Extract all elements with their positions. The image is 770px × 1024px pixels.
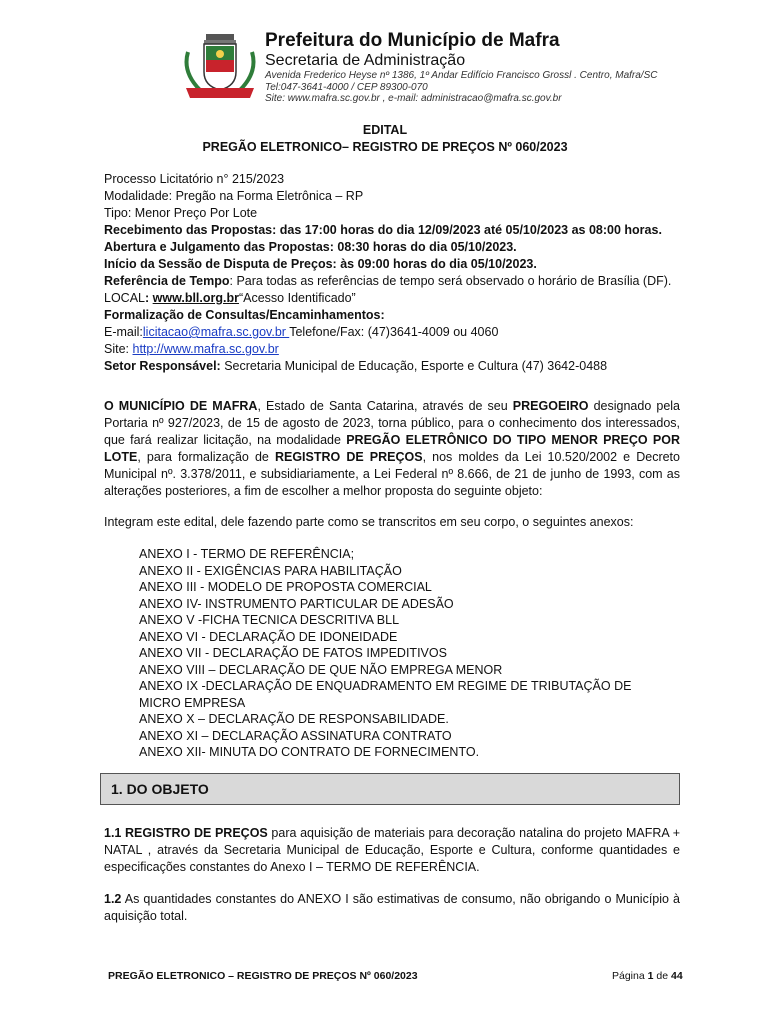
intro-pregoeiro: PREGOEIRO bbox=[512, 399, 589, 413]
referencia-line bbox=[104, 273, 680, 290]
site-prefix: Site: bbox=[104, 342, 133, 356]
annex-item: ANEXO VIII – DECLARAÇÃO DE QUE NÃO EMPREGA MENOR bbox=[139, 662, 503, 677]
recebimento-line: Recebimento das Propostas: das 17:00 horas do dia 12/09/2023 até 05/10/2023 as 08:00 horas. bbox=[104, 223, 662, 237]
intro-text-3: , para formalização de bbox=[137, 450, 275, 464]
annex-item: ANEXO I - TERMO DE REFERÊNCIA; bbox=[139, 547, 355, 561]
header-site: Site: www.mafra.sc.gov.br , e-mail: administracao@mafra.sc.gov.br bbox=[265, 93, 562, 104]
clause-1-1-text: para aquisição de materiais para decoração natalina do projeto MAFRA + NATAL , através da Secretaria Municipal de Educação, Esporte e Cultura, conforme quantidades e especificações constantes do Anexo I – TERMO DE REFERÊNCIA. bbox=[104, 826, 681, 874]
annex-item: ANEXO VI - DECLARAÇÃO DE IDONEIDADE bbox=[139, 629, 398, 644]
setor-text: Secretaria Municipal de Educação, Esporte e Cultura (47) 3642-0488 bbox=[220, 359, 608, 373]
annex-item: ANEXO IV- INSTRUMENTO PARTICULAR DE ADESÃO bbox=[139, 596, 454, 611]
intro-text-4: , nos moldes da Lei 10.520/2002 e Decreto Municipal nº. 3.378/2011, e subsidiariamente, a Lei Federal nº 8.666, de 21 de junho de 1993, com as alterações posteriores, a fim de escolher a melhor proposta do seguinte objeto: bbox=[104, 450, 680, 498]
annexes-intro: Integram este edital, dele fazendo parte como se transcritos em seu corpo, o seguintes anexos: bbox=[104, 515, 634, 529]
footer-page-total: 44 bbox=[670, 970, 683, 982]
processo-line: Processo Licitatório n° 215/2023 bbox=[104, 172, 285, 186]
clause-1-2-text: As quantidades constantes do ANEXO I são estimativas de consumo, não obrigando o Município à aquisição total. bbox=[104, 892, 680, 923]
clause-1-2 bbox=[104, 891, 680, 925]
intro-municipio: O MUNICÍPIO DE MAFRA bbox=[104, 399, 258, 413]
site-link[interactable]: http://www.mafra.sc.gov.br bbox=[132, 342, 279, 356]
local-sep: : bbox=[145, 291, 153, 305]
annex-item: ANEXO XII- MINUTA DO CONTRATO DE FORNECIMENTO. bbox=[139, 745, 480, 759]
abertura-line: Abertura e Julgamento das Propostas: 08:30 horas do dia 05/10/2023. bbox=[104, 240, 517, 254]
local-line bbox=[104, 290, 680, 307]
process-info bbox=[104, 171, 680, 375]
header-title: Prefeitura do Município de Mafra bbox=[265, 30, 560, 51]
clause-1-1 bbox=[104, 825, 680, 876]
referencia-label: Referência de Tempo bbox=[104, 274, 230, 288]
annex-item: ANEXO X – DECLARAÇÃO DE RESPONSABILIDADE. bbox=[139, 712, 449, 726]
setor-label: Setor Responsável: bbox=[104, 359, 221, 373]
footer-page-prefix: Página bbox=[612, 970, 648, 982]
formalizacao-line: Formalização de Consultas/Encaminhamentos: bbox=[104, 308, 385, 322]
email-line bbox=[104, 324, 680, 341]
footer-page-current: 1 bbox=[647, 970, 654, 982]
referencia-text: : Para todas as referências de tempo será observado o horário de Brasília (DF). bbox=[229, 274, 672, 288]
section-heading-box bbox=[100, 773, 680, 805]
annex-item: ANEXO III - MODELO DE PROPOSTA COMERCIAL bbox=[139, 580, 432, 594]
site-line bbox=[104, 341, 680, 358]
clause-1-2-label: 1.2 bbox=[104, 892, 122, 906]
footer-page-number bbox=[612, 970, 683, 982]
setor-line bbox=[104, 358, 680, 375]
annex-list bbox=[139, 546, 679, 761]
local-link[interactable]: www.bll.org.br bbox=[152, 291, 239, 305]
email-suffix: Telefone/Fax: (47)3641-4009 ou 4060 bbox=[289, 325, 499, 339]
municipal-crest-icon bbox=[180, 32, 260, 100]
doc-subtitle: PREGÃO ELETRONICO– REGISTRO DE PREÇOS Nº 060/2023 bbox=[202, 140, 568, 154]
letterhead bbox=[180, 30, 740, 102]
modalidade-line: Modalidade: Pregão na Forma Eletrônica – RP bbox=[104, 189, 364, 203]
clause-1-1-label: 1.1 REGISTRO DE PREÇOS bbox=[104, 826, 268, 840]
header-phone: Tel:047-3641-4000 / CEP 89300-070 bbox=[265, 81, 428, 93]
section-heading: 1. DO OBJETO bbox=[111, 781, 209, 797]
annex-item: ANEXO II - EXIGÊNCIAS PARA HABILITAÇÃO bbox=[139, 563, 402, 578]
intro-text-1: , Estado de Santa Catarina, através de seu bbox=[257, 399, 513, 413]
intro-registro: REGISTRO DE PREÇOS bbox=[274, 450, 423, 464]
inicio-line: Início da Sessão de Disputa de Preços: às 09:00 horas do dia 05/10/2023. bbox=[104, 257, 537, 271]
header-subtitle: Secretaria de Administração bbox=[265, 52, 466, 69]
header-address: Avenida Frederico Heyse nº 1386, 1º Andar Edifício Francisco Grossl . Centro, Mafra/SC bbox=[265, 70, 658, 81]
intro-paragraph bbox=[104, 398, 680, 500]
local-suffix: “Acesso Identificado” bbox=[238, 291, 356, 305]
annex-item: ANEXO XI – DECLARAÇÃO ASSINATURA CONTRATO bbox=[139, 728, 452, 743]
local-prefix: LOCAL bbox=[104, 291, 145, 305]
intro-text-2: designado pela Portaria nº 927/2023, de 15 de agosto de 2023, torna público, para o conhecimento dos interessados, que fará realizar licitação, na modalidade bbox=[104, 399, 680, 447]
tipo-line: Tipo: Menor Preço Por Lote bbox=[104, 206, 258, 220]
annex-item: ANEXO IX -DECLARAÇÃO DE ENQUADRAMENTO EM REGIME DE TRIBUTAÇÃO DE MICRO EMPRESA bbox=[139, 679, 632, 710]
email-link[interactable]: licitacao@mafra.sc.gov.br bbox=[142, 325, 290, 339]
annex-item: ANEXO V -FICHA TECNICA DESCRITIVA BLL bbox=[139, 613, 400, 627]
intro-modalidade: PREGÃO ELETRÔNICO DO TIPO MENOR PREÇO POR LOTE bbox=[104, 433, 680, 464]
footer-title: PREGÃO ELETRONICO – REGISTRO DE PREÇOS Nº 060/2023 bbox=[108, 970, 418, 982]
footer-page-mid: de bbox=[653, 970, 671, 982]
annex-item: ANEXO VII - DECLARAÇÃO DE FATOS IMPEDITIVOS bbox=[139, 646, 447, 660]
email-prefix: E-mail: bbox=[104, 325, 143, 339]
doc-title: EDITAL bbox=[362, 123, 408, 137]
